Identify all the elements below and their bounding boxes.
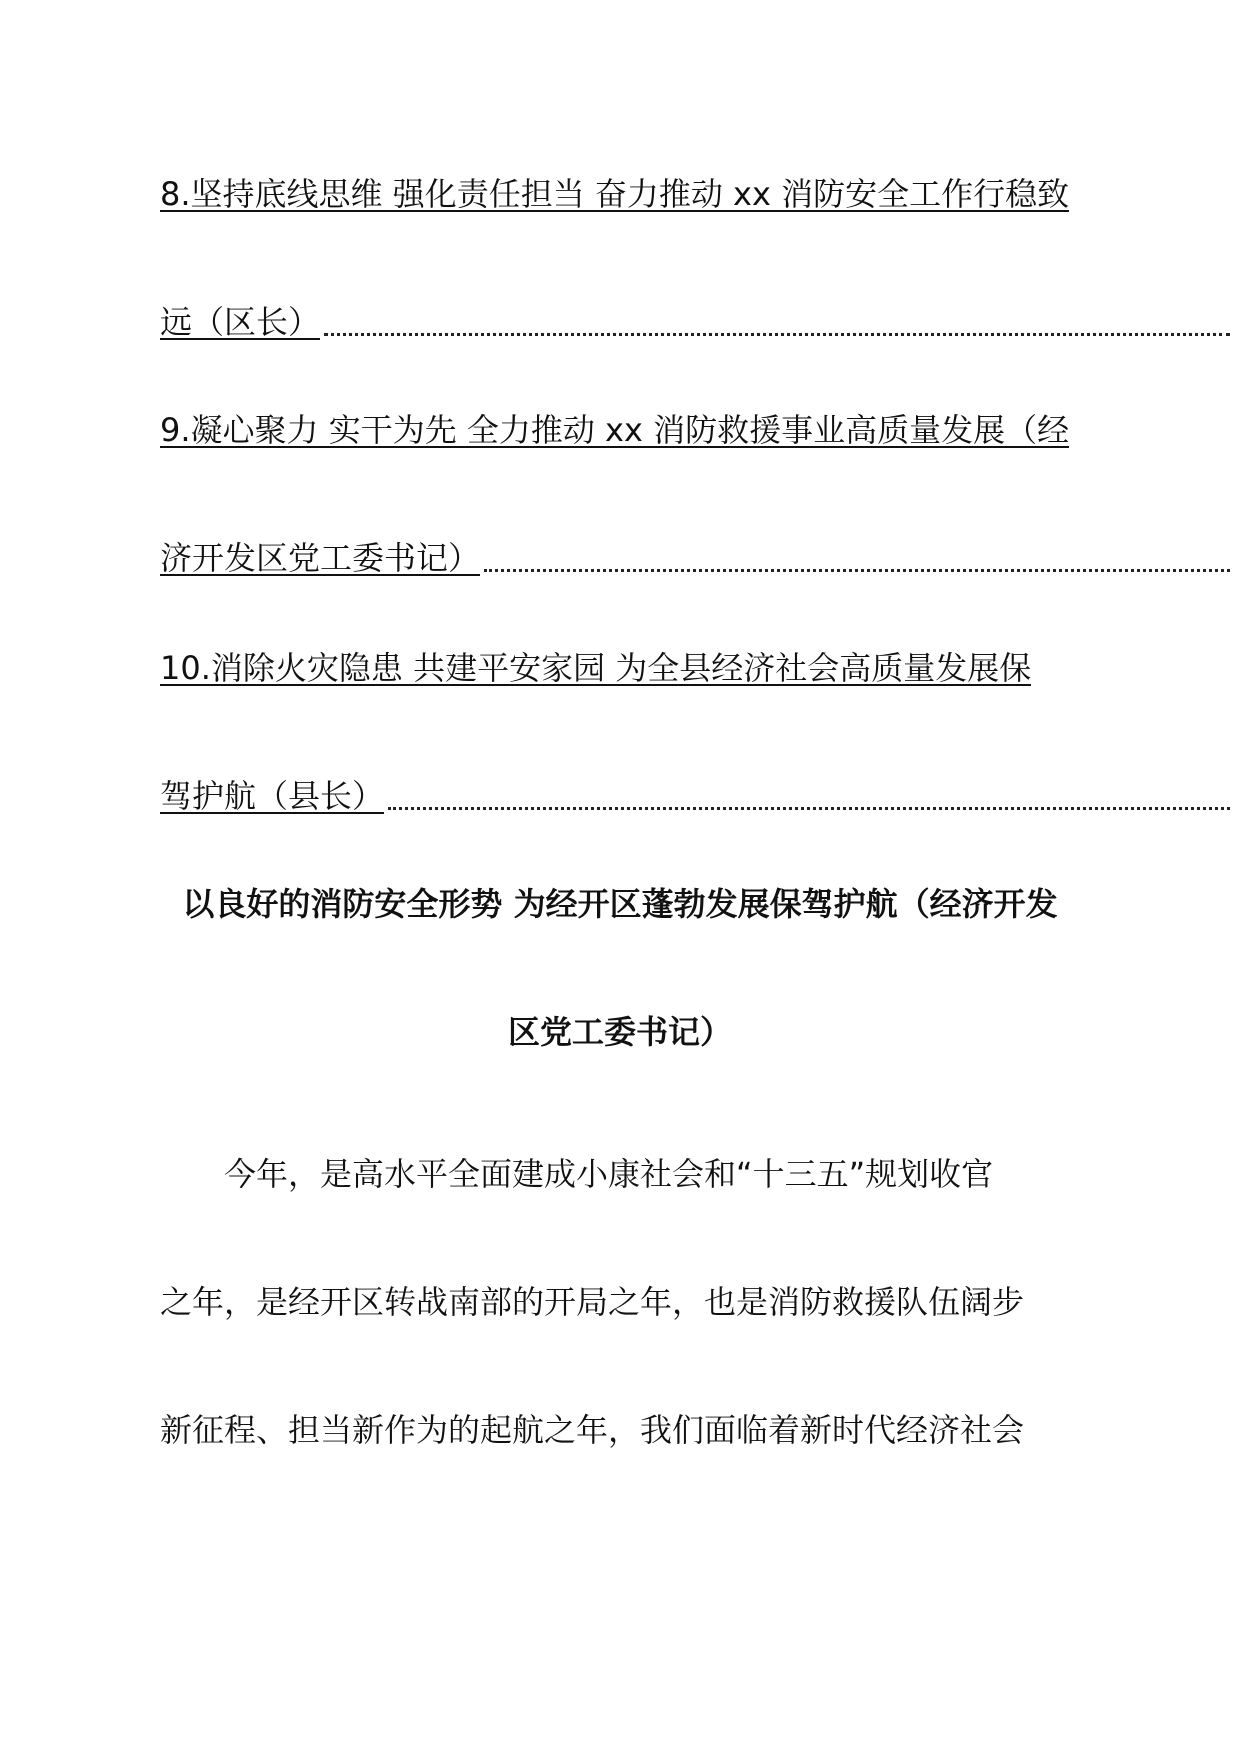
toc-entry-9-text: 9.凝心聚力 实干为先 全力推动 xx 消防救援事业高质量发展（经 (160, 411, 1070, 449)
toc-entry-10-text: 10.消除火灾隐患 共建平安家园 为全县经济社会高质量发展保 (160, 649, 1032, 687)
body-line-3: 新征程、担当新作为的起航之年，我们面临着新时代经济社会 (160, 1411, 1025, 1449)
toc-entry-8-line2[interactable] (160, 300, 1230, 344)
toc-entry-9-line1[interactable] (160, 408, 1069, 452)
toc-dot-leader (484, 561, 1230, 572)
toc-entry-9-text-cont: 济开发区党工委书记） (160, 539, 481, 577)
section-title-line1: 以良好的消防安全形势 为经开区蓬勃发展保驾护航（经济开发 (182, 885, 1058, 923)
toc-dot-leader (388, 799, 1230, 810)
toc-entry-8-text-cont: 远（区长） (160, 303, 321, 341)
toc-entry-10-line2[interactable] (160, 774, 1230, 818)
toc-entry-10-text-cont: 驾护航（县长） (160, 777, 385, 815)
body-line-2: 之年，是经开区转战南部的开局之年，也是消防救援队伍阔步 (160, 1283, 1025, 1321)
toc-dot-leader (324, 325, 1230, 336)
toc-entry-9-line2[interactable] (160, 536, 1230, 580)
section-title-line2: 区党工委书记） (507, 1013, 732, 1051)
toc-entry-10-line1[interactable] (160, 646, 1031, 690)
toc-entry-8-line1[interactable] (160, 172, 1069, 216)
body-line-1: 今年，是高水平全面建成小康社会和“十三五”规划收官 (224, 1155, 994, 1193)
toc-entry-8-text: 8.坚持底线思维 强化责任担当 奋力推动 xx 消防安全工作行稳致 (160, 175, 1070, 213)
